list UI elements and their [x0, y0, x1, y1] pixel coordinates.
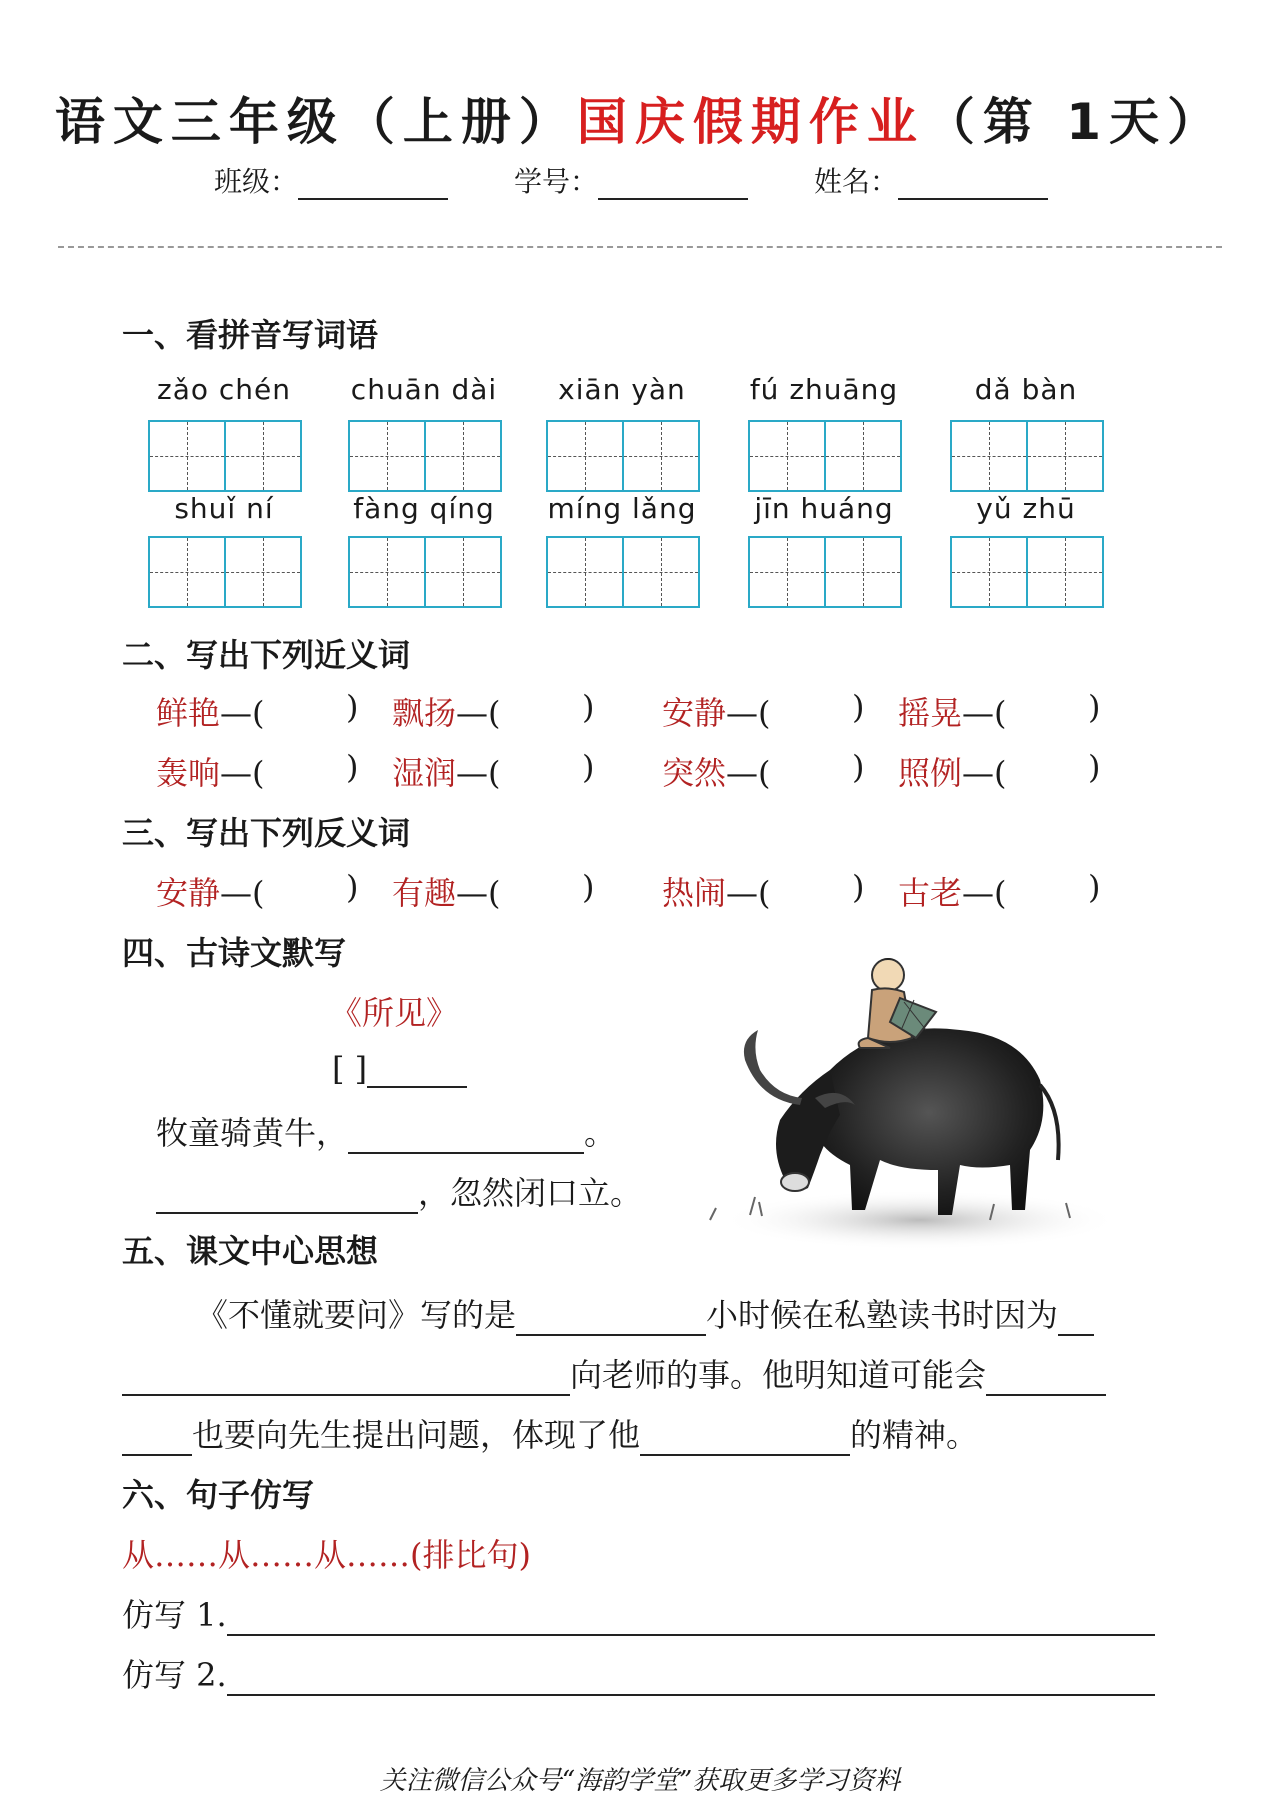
number-field: [514, 160, 748, 200]
class-input[interactable]: [298, 168, 448, 200]
synonym-item: 湿润—(: [392, 754, 501, 792]
writing-grid[interactable]: [748, 420, 902, 492]
bracket-close: ): [1088, 688, 1101, 726]
number-input[interactable]: [598, 168, 748, 200]
pinyin: zǎo chén: [157, 373, 291, 406]
class-field: [214, 160, 448, 200]
writing-grid[interactable]: [348, 536, 502, 608]
pinyin: chuān dài: [350, 373, 498, 406]
pinyin: dǎ bàn: [974, 373, 1078, 406]
pinyin: shuǐ ní: [174, 492, 274, 525]
divider: [58, 246, 1222, 248]
bracket-close: ): [582, 868, 595, 906]
poem-blank1[interactable]: [348, 1122, 584, 1154]
number-label: 学号：: [514, 165, 599, 198]
writing-grid[interactable]: [148, 420, 302, 492]
pinyin: yǔ zhū: [976, 492, 1076, 525]
imitation-line1: 仿写 1.: [122, 1590, 1155, 1636]
poem-title: 《所见》: [330, 994, 459, 1032]
imitation-blank2[interactable]: [227, 1664, 1155, 1696]
author-input[interactable]: [367, 1056, 467, 1088]
bracket-close: ): [346, 688, 359, 726]
summary-line3: 也要向先生提出问题，体现了他 的精神。: [122, 1410, 978, 1456]
antonym-item: 有趣—(: [392, 874, 501, 912]
summary-line1: 《不懂就要问》写的是 小时候在私塾读书时因为: [196, 1290, 1094, 1336]
summary-blank3[interactable]: [122, 1364, 570, 1396]
section1-heading: 一、看拼音写词语: [122, 316, 379, 354]
writing-grid[interactable]: [950, 420, 1104, 492]
sentence-pattern: 从……从……从……(排比句): [122, 1536, 531, 1574]
bracket-close: ): [1088, 868, 1101, 906]
synonym-item: 鲜艳—(: [156, 694, 265, 732]
synonym-item: 摇晃—(: [898, 694, 1007, 732]
writing-grid[interactable]: [950, 536, 1104, 608]
title-highlight: 国庆假期作业: [576, 93, 925, 151]
poem-line2: ，忽然闭口立。: [156, 1168, 642, 1214]
pinyin: fàng qíng: [353, 492, 495, 525]
bracket-close: ): [852, 688, 865, 726]
pinyin: jīn huáng: [754, 492, 894, 525]
summary-blank5[interactable]: [122, 1424, 192, 1456]
writing-grid[interactable]: [546, 536, 700, 608]
summary-blank4[interactable]: [986, 1364, 1106, 1396]
antonym-item: 热闹—(: [662, 874, 771, 912]
bracket-close: ): [582, 748, 595, 786]
bracket-close: ): [1088, 748, 1101, 786]
name-field: [814, 160, 1048, 200]
section3-heading: 三、写出下列反义词: [122, 814, 411, 852]
writing-grid[interactable]: [348, 420, 502, 492]
section6-heading: 六、句子仿写: [122, 1476, 315, 1514]
summary-blank2[interactable]: [1058, 1304, 1094, 1336]
footer-note: 关注微信公众号“海韵学堂”获取更多学习资料: [379, 1766, 901, 1796]
antonym-item: 安静—(: [156, 874, 265, 912]
pinyin: xiān yàn: [558, 373, 686, 406]
bracket-close: ): [852, 748, 865, 786]
poem-blank2[interactable]: [156, 1182, 418, 1214]
name-input[interactable]: [898, 168, 1048, 200]
summary-blank6[interactable]: [640, 1424, 850, 1456]
poem-author-line: [ ]: [332, 1050, 467, 1088]
antonym-item: 古老—(: [898, 874, 1007, 912]
synonym-item: 飘扬—(: [392, 694, 501, 732]
summary-blank1[interactable]: [516, 1304, 706, 1336]
page-title: [0, 82, 1280, 154]
bracket-close: ): [582, 688, 595, 726]
pinyin: míng lǎng: [547, 492, 697, 525]
title-subject: 语文三年级（上册）: [54, 93, 577, 151]
bracket-close: ): [346, 868, 359, 906]
title-day: （第 1天）: [924, 93, 1226, 151]
synonym-item: 突然—(: [662, 754, 771, 792]
synonym-item: 安静—(: [662, 694, 771, 732]
section5-heading: 五、课文中心思想: [122, 1232, 379, 1270]
buffalo-boy-illustration: [690, 920, 1110, 1260]
poem-line1: 牧童骑黄牛， 。: [156, 1114, 617, 1152]
bracket-close: ): [346, 748, 359, 786]
summary-line2: 向老师的事。他明知道可能会: [122, 1350, 1106, 1396]
pinyin: fú zhuāng: [749, 373, 899, 406]
synonym-item: 轰响—(: [156, 754, 265, 792]
writing-grid[interactable]: [546, 420, 700, 492]
class-label: 班级：: [214, 165, 299, 198]
name-label: 姓名：: [814, 165, 899, 198]
imitation-blank1[interactable]: [227, 1604, 1155, 1636]
writing-grid[interactable]: [748, 536, 902, 608]
imitation-line2: 仿写 2.: [122, 1650, 1155, 1696]
writing-grid[interactable]: [148, 536, 302, 608]
synonym-item: 照例—(: [898, 754, 1007, 792]
section4-heading: 四、古诗文默写: [122, 934, 347, 972]
section2-heading: 二、写出下列近义词: [122, 636, 411, 674]
bracket-close: ): [852, 868, 865, 906]
